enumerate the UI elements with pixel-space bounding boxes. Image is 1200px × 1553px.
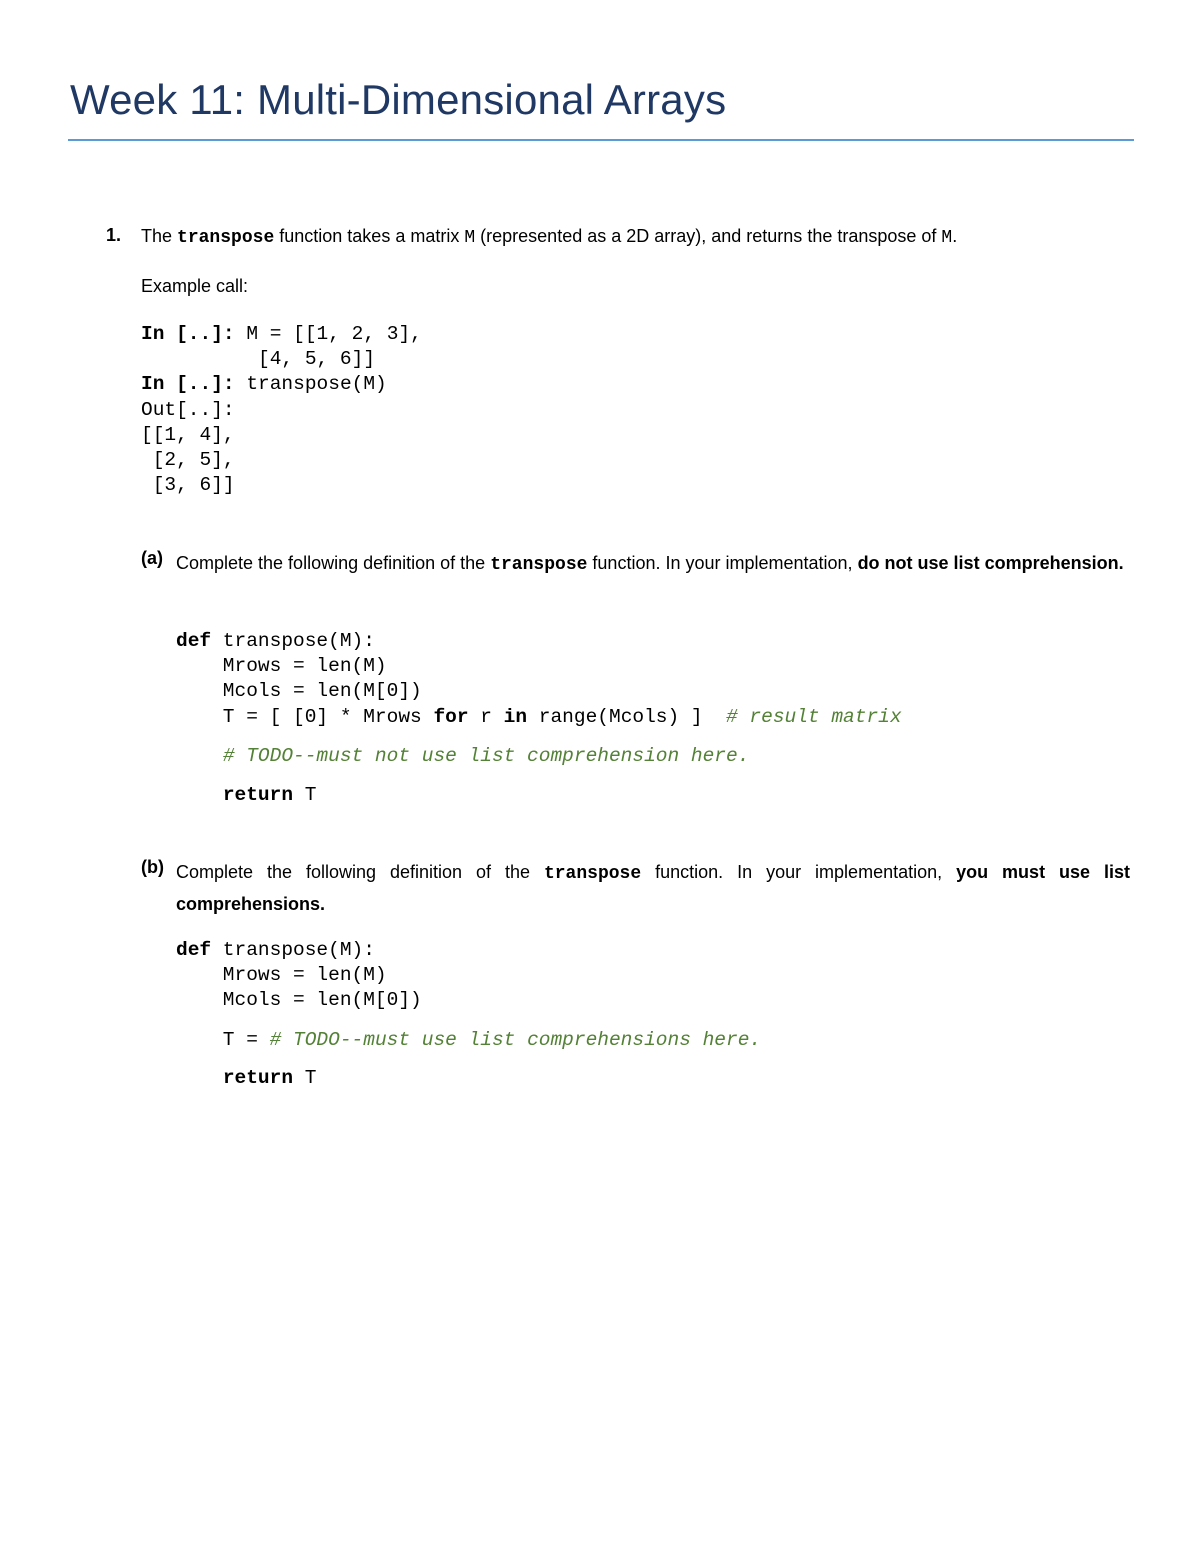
part-a-result-comment: # result matrix	[726, 705, 902, 728]
part-b-code-block	[176, 938, 422, 1014]
part-a-function-name: transpose	[490, 555, 588, 575]
part-a-return-value: T	[293, 784, 317, 806]
example-in1-prompt: In [..]:	[141, 323, 235, 345]
part-a-t-line-mid: r	[468, 705, 504, 728]
part-b-text-1: Complete the following definition of the	[176, 862, 544, 882]
part-a-constraint: do not use list comprehension.	[857, 553, 1124, 573]
part-b-return-value: T	[293, 1067, 317, 1089]
part-b-return-indent	[176, 1067, 223, 1089]
part-b-return-line	[176, 1066, 316, 1091]
intro-text-1: The	[141, 226, 178, 246]
intro-text-3: (represented as a 2D array), and returns the transpose of	[475, 226, 942, 246]
example-label: Example call:	[141, 276, 249, 296]
intro-function-name: transpose	[177, 228, 275, 248]
title-divider	[68, 139, 1134, 141]
part-b-function-name: transpose	[543, 864, 642, 884]
example-in1-continuation: [4, 5, 6]]	[141, 348, 376, 371]
part-a-return-indent	[176, 784, 223, 806]
intro-matrix-name-2: M	[941, 228, 953, 248]
part-b-text-2: function. In your implementation,	[641, 862, 957, 882]
example-out-row-3: [3, 6]]	[141, 474, 235, 497]
part-b-cols-line: Mcols = len(M[0])	[176, 989, 422, 1012]
part-a-for-keyword: for	[433, 705, 469, 728]
part-a-def-signature: transpose(M):	[211, 630, 375, 652]
part-a-t-line-end: range(Mcols) ]	[527, 705, 727, 728]
intro-text-4: .	[952, 226, 958, 246]
intro-matrix-name: M	[464, 228, 476, 248]
example-in2-code: transpose(M)	[234, 373, 387, 396]
part-b-instructions	[176, 857, 1130, 919]
part-b-def-signature: transpose(M):	[211, 939, 375, 961]
part-b-constraint: you must use list comprehensions.	[176, 862, 1130, 914]
example-out-row-2: [2, 5],	[141, 449, 235, 472]
part-b-t-line	[176, 1028, 761, 1053]
part-b-def-keyword: def	[176, 939, 212, 961]
example-code-block	[141, 322, 422, 498]
part-b-todo-comment: # TODO--must use list comprehensions here.	[269, 1029, 762, 1051]
part-a-cols-line: Mcols = len(M[0])	[176, 680, 422, 703]
part-a-todo-line	[176, 744, 749, 769]
example-in1-code: M = [[1, 2, 3],	[234, 323, 422, 345]
example-out-row-1: [[1, 4],	[141, 423, 235, 446]
part-a-text-1: Complete the following definition of the	[176, 553, 491, 573]
part-a-label: (a)	[141, 548, 163, 568]
part-a-def-keyword: def	[176, 630, 212, 652]
part-a-todo-comment: # TODO--must not use list comprehension here.	[222, 745, 750, 767]
example-in2-prompt: In [..]:	[141, 373, 235, 396]
intro-text-2: function takes a matrix	[274, 226, 465, 246]
part-b-label: (b)	[141, 857, 164, 877]
question-intro	[141, 221, 957, 253]
part-a-in-keyword: in	[503, 705, 528, 728]
part-b-t-assign: T =	[176, 1029, 270, 1051]
page-title: Week 11: Multi-Dimensional Arrays	[70, 76, 727, 123]
question-number: 1.	[106, 225, 122, 245]
part-a-t-line-start: T = [ [0] * Mrows	[176, 705, 434, 728]
part-a-code-block	[176, 629, 902, 730]
part-b-rows-line: Mrows = len(M)	[176, 964, 387, 987]
part-a-rows-line: Mrows = len(M)	[176, 655, 387, 678]
part-a-return-keyword: return	[222, 784, 294, 806]
part-a-return-line	[176, 783, 316, 808]
part-a-todo-indent	[176, 745, 223, 767]
example-out-prompt: Out[..]:	[141, 398, 235, 421]
part-a-text-2: function. In your implementation,	[587, 553, 858, 573]
part-b-return-keyword: return	[222, 1067, 294, 1089]
part-a-instructions	[176, 548, 1130, 580]
